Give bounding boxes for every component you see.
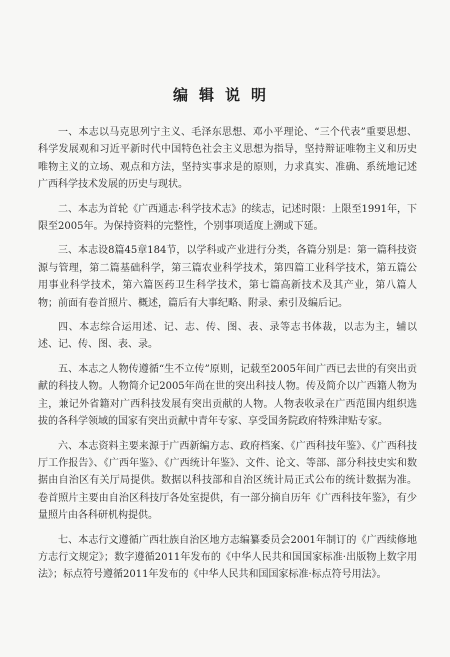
paragraph-1: 一、本志以马克思列宁主义、毛泽东思想、邓小平理论、“三个代表”重要思想、科学发展观和习近平新时代中国特色社会主义思想为指导，坚持辩证唯物主义和历史唯物主义的立场、观点和方法，坚持实事求是的原则，力求真实、准确、系统地记述广西科学技术发展的历史与现状。: [38, 127, 417, 191]
paragraph-6: 六、本志资料主要来源于广西新编方志、政府档案、《广西科技年鉴》、《广西科技厅工作报告》、《广西年鉴》、《广西统计年鉴》、文件、论文、等部、部分科技史实和数据由自治区有关厅局提供。数据以科技部和自治区统计局正式公布的统计数据为准。卷首照片主要由自治区科技厅各处室提供，有一部分摘自历年《广西科技年鉴》，有少量照片由各科研机构提供。: [38, 440, 417, 522]
paragraph-5: 五、本志之人物传遵循“生不立传”原则，记载至2005年间广西已去世的有突出贡献的科技人物。人物简介记2005年尚在世的突出科技人物。传及简介以广西籍人物为主，兼记外省籍对广西科技发展有突出贡献的人物。人物表收录在广西范围内组织选拔的各科学领域的国家有突出贡献中青年专家、享受国务院政府特殊津贴专家。: [38, 363, 417, 428]
page-title: 编辑说明: [172, 86, 277, 104]
paragraph-2: 二、本志为首轮《广西通志·科学技术志》的续志，记述时限：上限至1991年，下限至2005年。为保持资料的完整性，个别事项适度上溯或下延。: [38, 203, 417, 233]
body-text: [38, 124, 417, 591]
paragraph-4: 四、本志综合运用述、记、志、传、图、表、录等志书体裁，以志为主，辅以述、记、传、图、表、录。: [38, 322, 417, 351]
paragraph-3: 三、本志设8篇45章184节，以学科或产业进行分类，各篇分别是：第一篇科技资源与管理，第二篇基础科学，第三篇农业科学技术，第四篇工业科学技术，第五篇公用事业科学技术，第六篇医药卫生科学技术，第七篇高新技术及其产业，第八篇人物；前面有卷首照片、概述，篇后有大事纪略、附录、索引及编后记。: [38, 245, 417, 309]
paragraph-7: 七、本志行文遵循广西壮族自治区地方志编纂委员会2001年制订的《广西续修地方志行文规定》；数字遵循2011年发布的《中华人民共和国国家标准·出版物上数字用法》；标点符号遵循2011年发布的《中华人民共和国国家标准·标点符号用法》。: [38, 534, 417, 581]
